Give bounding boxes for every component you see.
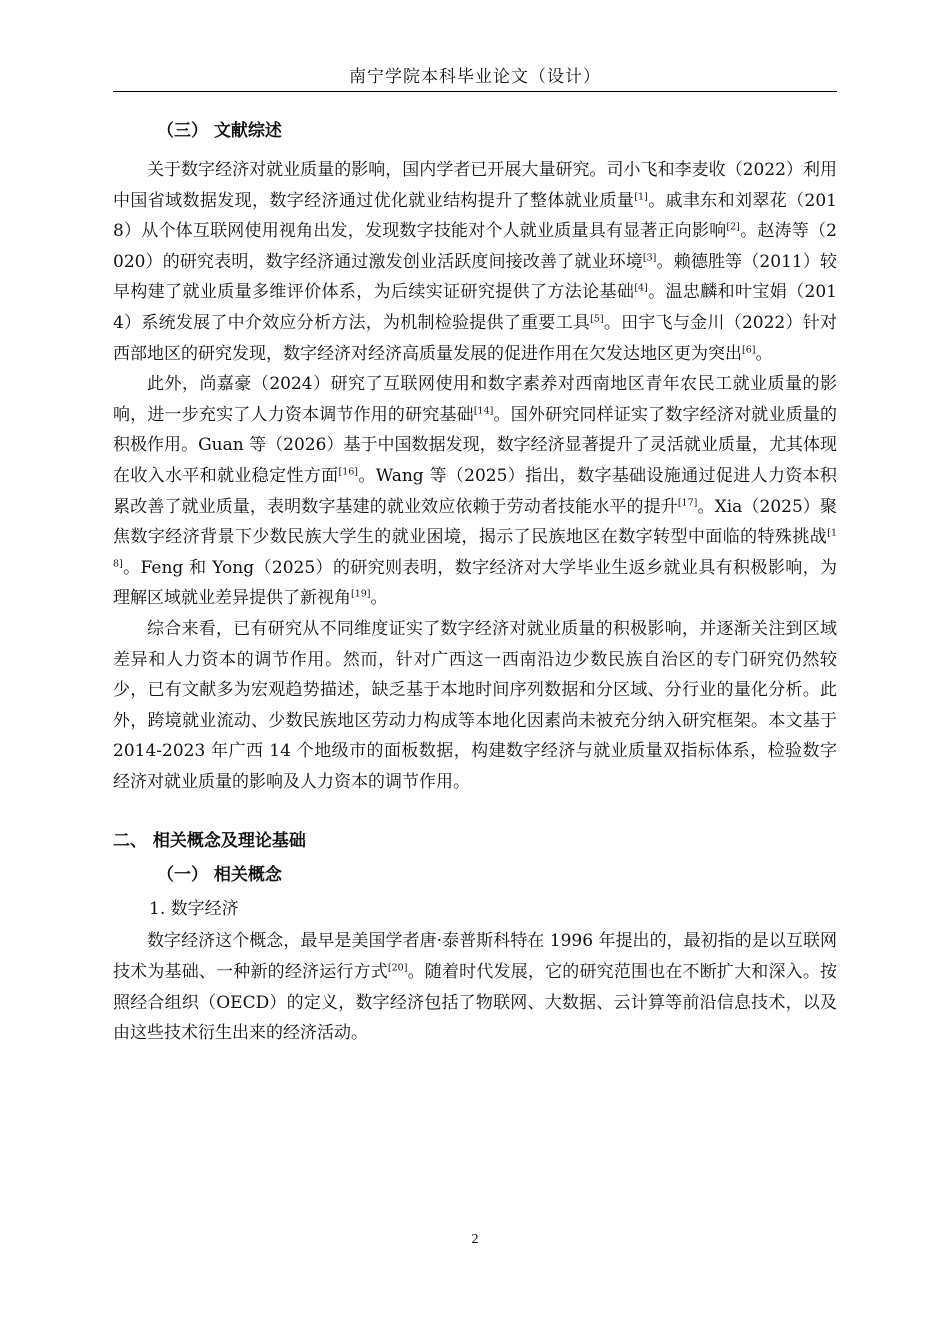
header-rule — [113, 91, 837, 92]
text-run: 此外，尚嘉豪（2024）研究了互联网使用和数字素养对西南地区青年农民工就业质量的影响，进一步充实了人力资本调节作用的研究基础 — [113, 374, 837, 425]
citation: [16] — [338, 466, 359, 478]
text-run: 数字经济这个概念，最早是美国学者唐·泰普斯科特在 1996 年提出的，最初指的是以互联网技术为基础、一种新的经济运行方式 — [113, 931, 837, 983]
document-body — [113, 114, 837, 1049]
citation: [14] — [473, 405, 494, 417]
text-run: 关于数字经济对就业质量的影响，国内学者已开展大量研究。司小飞和李麦收（2022）利用中国省域数据发现，数字经济通过优化就业结构提升了整体就业质量 — [113, 160, 837, 211]
text-run: 。 — [755, 343, 773, 364]
page-number: 2 — [471, 1232, 479, 1247]
text-run: 。Wang 等（2025）指出，数字基础设施通过促进人力资本积累改善了就业质量，表明数字基建的就业效应依赖于劳动者技能水平的提升 — [113, 465, 837, 517]
citation: [5] — [590, 313, 604, 325]
citation: [1] — [634, 190, 648, 202]
paragraph-2 — [113, 369, 837, 614]
heading-digital-economy: 1. 数字经济 — [149, 899, 239, 920]
heading-related-concepts: （一） 相关概念 — [157, 865, 282, 886]
text-run: 。国外研究同样证实了数字经济对就业质量的积极作用。Guan 等（2026）基于中国数据发现，数字经济显著提升了灵活就业质量，尤其体现在收入水平和就业稳定性方面 — [113, 404, 838, 486]
text-run: 。温忠麟和叶宝娟（2014）系统发展了中介效应分析方法，为机制检验提供了重要工具 — [113, 282, 837, 333]
paragraph-4 — [113, 926, 837, 1048]
text-run: 。 — [370, 588, 388, 609]
citation: [3] — [642, 252, 657, 264]
text-run: 。赵涛等（2020）的研究表明，数字经济通过激发创业活跃度间接改善了就业环境 — [113, 221, 837, 272]
heading-literature-review: （三） 文献综述 — [157, 121, 282, 141]
citation: [2] — [726, 221, 740, 233]
text-run: 。Feng 和 Yong（2025）的研究则表明，数字经济对大学毕业生返乡就业具有积极影响，为理解区域就业差异提供了新视角 — [113, 557, 837, 609]
citation: [6] — [742, 343, 756, 355]
paragraph-1 — [113, 155, 837, 369]
citation: [19] — [351, 588, 371, 600]
paragraph-3: 综合来看，已有研究从不同维度证实了数字经济对就业质量的积极影响，并逐渐关注到区域差异和人力资本的调节作用。然而，针对广西这一西南沿边少数民族自治区的专门研究仍然较少，已有文献多为宏观趋势描述，缺乏基于本地时间序列数据和分区域、分行业的量化分析。此外，跨境就业流动、少数民族地区劳动力构成等本地化因素尚未被充分纳入研究框架。本文基于 2014-2023 年广西 14 个地级市的面板数据，构建数字经济与就业质量双指标体系，检验数字经济对就业质量的影响及人力资本的调节作用。 — [113, 618, 837, 792]
citation: [20] — [387, 962, 408, 974]
citation: [18] — [113, 527, 837, 570]
text-run: 。赖德胜等（2011）较早构建了就业质量多维评价体系，为后续实证研究提供了方法论基础 — [113, 251, 837, 303]
running-header: 南宁学院本科毕业论文（设计） — [349, 67, 601, 87]
heading-section-2: 二、 相关概念及理论基础 — [113, 831, 306, 852]
text-run: 。田宇飞与金川（2022）针对西部地区的研究发现，数字经济对经济高质量发展的促进作用在欠发达地区更为突出 — [113, 312, 837, 364]
citation: [4] — [634, 282, 648, 294]
text-run: 。随着时代发展，它的研究范围也在不断扩大和深入。按照经合组织（OECD）的定义，数字经济包括了物联网、大数据、云计算等前沿信息技术，以及由这些技术衍生出来的经济活动。 — [113, 962, 838, 1044]
citation: [17] — [677, 496, 698, 508]
text-run: 。戚聿东和刘翠花（2018）从个体互联网使用视角出发，发现数字技能对个人就业质量具有显著正向影响 — [113, 190, 837, 242]
text-run: 。Xia（2025）聚焦数字经济背景下少数民族大学生的就业困境，揭示了民族地区在数字转型中面临的特殊挑战 — [113, 496, 837, 548]
